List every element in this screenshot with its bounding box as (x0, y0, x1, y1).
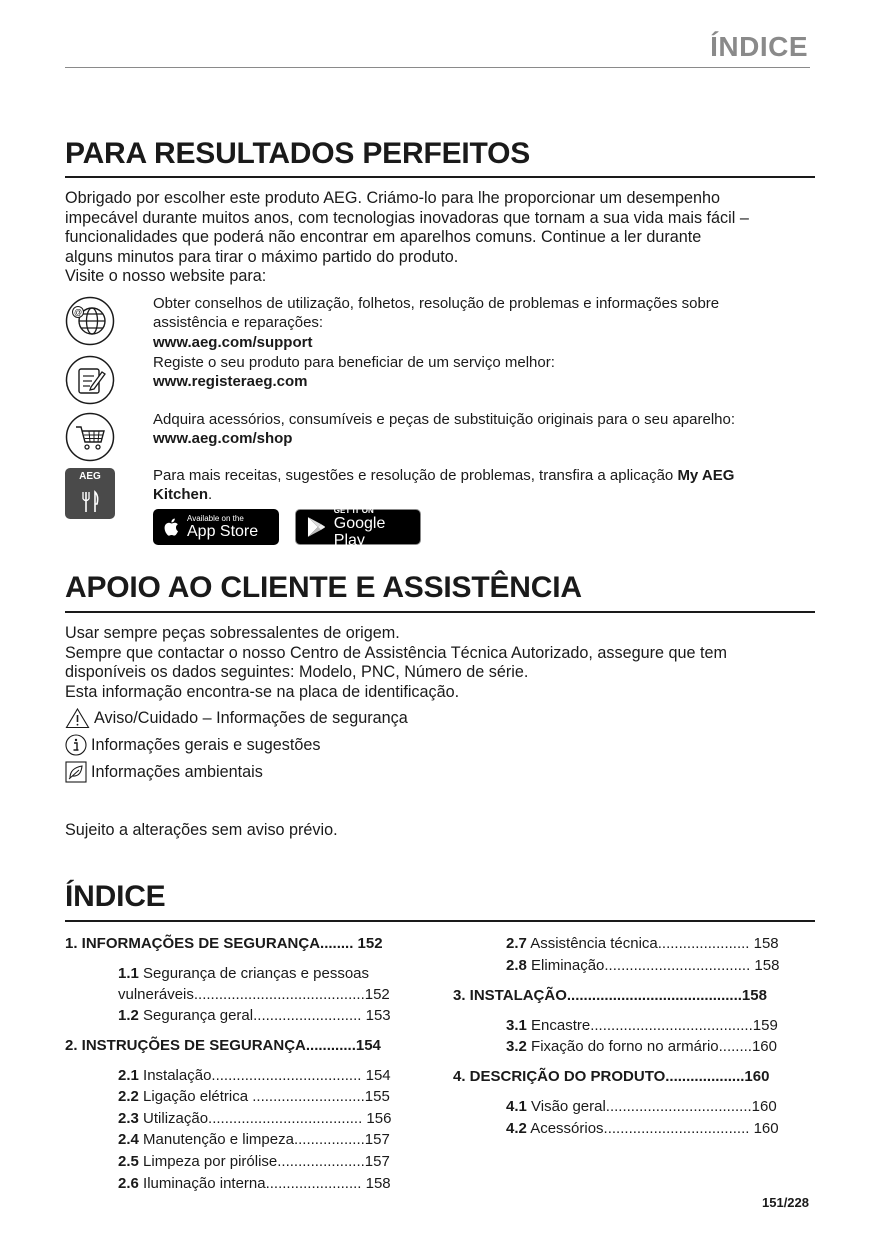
legend-info (65, 734, 320, 756)
support-line: disponíveis os dados seguintes: Modelo, PNC, Número de série. (65, 663, 529, 682)
support-text: assistência e reparações: (153, 314, 324, 332)
toc-item-2-3[interactable] (118, 1110, 391, 1127)
toc-item-text: Visão geral...................................160 (526, 1098, 777, 1115)
toc-chapter-4[interactable]: 4. DESCRIÇÃO DO PRODUTO...................160 (453, 1068, 770, 1085)
shop-info (153, 410, 818, 449)
aeg-kitchen-app-icon (65, 468, 115, 519)
toc-item-number: 2.2 (118, 1088, 139, 1105)
toc-item-4-1[interactable] (506, 1098, 777, 1115)
toc-item-number: 2.7 (506, 935, 527, 952)
toc-item-text: Segurança de crianças e pessoas (138, 965, 370, 982)
section-rule (65, 920, 815, 922)
toc-item-4-2[interactable] (506, 1120, 779, 1137)
register-product-icon (65, 355, 115, 405)
toc-item-2-1[interactable] (118, 1067, 391, 1084)
google-play-icon (306, 516, 326, 538)
intro-line: alguns minutos para tirar o máximo partido do produto. (65, 247, 459, 266)
appstore-small-text: Available on the (187, 514, 244, 523)
toc-item-2-4[interactable] (118, 1131, 390, 1148)
toc-item-number: 2.1 (118, 1067, 139, 1084)
register-link[interactable]: www.registeraeg.com (153, 373, 308, 391)
shop-text: Adquira acessórios, consumíveis e peças de substituição originais para o seu aparelho: (153, 411, 735, 428)
toc-item-text: Eliminação................................... 158 (526, 957, 780, 974)
web-support-icon (65, 296, 115, 346)
googleplay-big-text: Google Play (333, 514, 386, 549)
header-title: ÍNDICE (710, 31, 808, 62)
toc-item-number: 1.2 (118, 1007, 139, 1024)
legend-text: Informações ambientais (91, 762, 263, 781)
toc-item-1-1-cont[interactable]: vulneráveis.........................................152 (118, 986, 390, 1003)
support-paragraph (65, 624, 825, 702)
shop-link[interactable]: www.aeg.com/shop (153, 430, 293, 448)
toc-item-number: 4.2 (506, 1120, 527, 1137)
warning-icon (65, 707, 90, 729)
toc-item-2-6[interactable] (118, 1175, 391, 1192)
app-store-badge[interactable] (153, 509, 279, 545)
toc-chapter-3[interactable]: 3. INSTALAÇÃO..........................................158 (453, 987, 767, 1004)
toc-item-text: Iluminação interna....................... 158 (138, 1175, 391, 1192)
register-info (153, 353, 818, 392)
support-line: Usar sempre peças sobressalentes de origem. (65, 624, 400, 642)
section-title-support: APOIO AO CLIENTE E ASSISTÊNCIA (65, 571, 582, 604)
app-info (153, 466, 818, 505)
legend-text: Informações gerais e sugestões (91, 735, 321, 754)
aeg-icon-label: AEG (79, 471, 101, 482)
legend-text: Aviso/Cuidado – Informações de segurança (94, 708, 408, 727)
legend-environment (65, 761, 263, 783)
toc-item-2-7[interactable] (506, 935, 779, 952)
section-title-results: PARA RESULTADOS PERFEITOS (65, 137, 531, 170)
intro-line: Obrigado por escolher este produto AEG. Criámo-lo para lhe proporcionar um desempenho (65, 189, 721, 207)
leaf-icon (65, 761, 87, 783)
toc-item-3-1[interactable] (506, 1017, 778, 1034)
toc-item-number: 2.8 (506, 957, 527, 974)
toc-item-1-1[interactable] (118, 965, 369, 982)
toc-item-text: Ligação elétrica ...........................155 (138, 1088, 390, 1105)
legend-warning (65, 707, 408, 729)
toc-item-text: Utilização..................................... 156 (138, 1110, 392, 1127)
toc-item-number: 4.1 (506, 1098, 527, 1115)
toc-item-number: 2.3 (118, 1110, 139, 1127)
toc-item-2-2[interactable] (118, 1088, 390, 1105)
toc-item-number: 2.4 (118, 1131, 139, 1148)
intro-line: impecável durante muitos anos, com tecnologias inovadoras que tornam a sua vida mais fácil – (65, 208, 749, 227)
toc-item-number: 2.5 (118, 1153, 139, 1170)
support-info (153, 294, 818, 352)
app-name: My AEG (677, 467, 735, 484)
section-rule (65, 176, 815, 178)
apple-icon (163, 517, 179, 537)
support-link[interactable]: www.aeg.com/support (153, 333, 313, 351)
toc-item-1-2[interactable] (118, 1007, 391, 1024)
toc-item-text: Assistência técnica...................... 158 (526, 935, 779, 952)
google-play-badge[interactable] (295, 505, 421, 549)
page-number: 151/228 (762, 1195, 809, 1210)
toc-item-number: 3.1 (506, 1017, 527, 1034)
intro-line: funcionalidades que poderá não encontrar em aparelhos comuns. Continue a ler durante (65, 228, 702, 247)
toc-item-text: Fixação do forno no armário........160 (526, 1038, 777, 1055)
support-text: Obter conselhos de utilização, folhetos, resolução de problemas e informações sobre (153, 295, 720, 312)
header-rule (65, 67, 810, 68)
support-line: Esta informação encontra-se na placa de identificação. (65, 682, 460, 701)
intro-line: Visite o nosso website para: (65, 267, 267, 286)
toc-chapter-1[interactable]: 1. INFORMAÇÕES DE SEGURANÇA........ 152 (65, 935, 383, 952)
section-rule (65, 611, 815, 613)
section-title-index: ÍNDICE (65, 880, 166, 913)
toc-item-number: 1.1 (118, 965, 139, 982)
toc-item-number: 3.2 (506, 1038, 527, 1055)
app-text: Para mais receitas, sugestões e resolução de problemas, transfira a aplicação (153, 467, 678, 484)
toc-item-text: Limpeza por pirólise.....................157 (138, 1153, 390, 1170)
appstore-big-text: App Store (187, 523, 259, 540)
toc-chapter-2[interactable]: 2. INSTRUÇÕES DE SEGURANÇA............154 (65, 1037, 381, 1054)
change-notice: Sujeito a alterações sem aviso prévio. (65, 821, 338, 839)
toc-item-text: Instalação.................................... 154 (138, 1067, 391, 1084)
support-line: Sempre que contactar o nosso Centro de Assistência Técnica Autorizado, assegure que tem (65, 643, 727, 662)
toc-item-text: Encastre.......................................159 (526, 1017, 778, 1034)
toc-item-2-5[interactable] (118, 1153, 390, 1170)
toc-item-text: Manutenção e limpeza.................157 (138, 1131, 390, 1148)
app-name: Kitchen (153, 486, 209, 504)
googleplay-small-text: GET IT ON (333, 505, 374, 515)
register-text: Registe o seu produto para beneficiar de um serviço melhor: (153, 354, 555, 371)
toc-item-text: Segurança geral.......................... 153 (138, 1007, 391, 1024)
svg-text:@: @ (73, 308, 83, 317)
intro-paragraph (65, 189, 825, 287)
app-text: . (208, 486, 213, 504)
shopping-cart-icon (65, 412, 115, 462)
toc-item-2-8[interactable] (506, 957, 779, 974)
info-icon (65, 734, 87, 756)
toc-item-3-2[interactable] (506, 1038, 777, 1055)
toc-item-number: 2.6 (118, 1175, 139, 1192)
toc-item-text: Acessórios................................... 160 (526, 1120, 779, 1137)
